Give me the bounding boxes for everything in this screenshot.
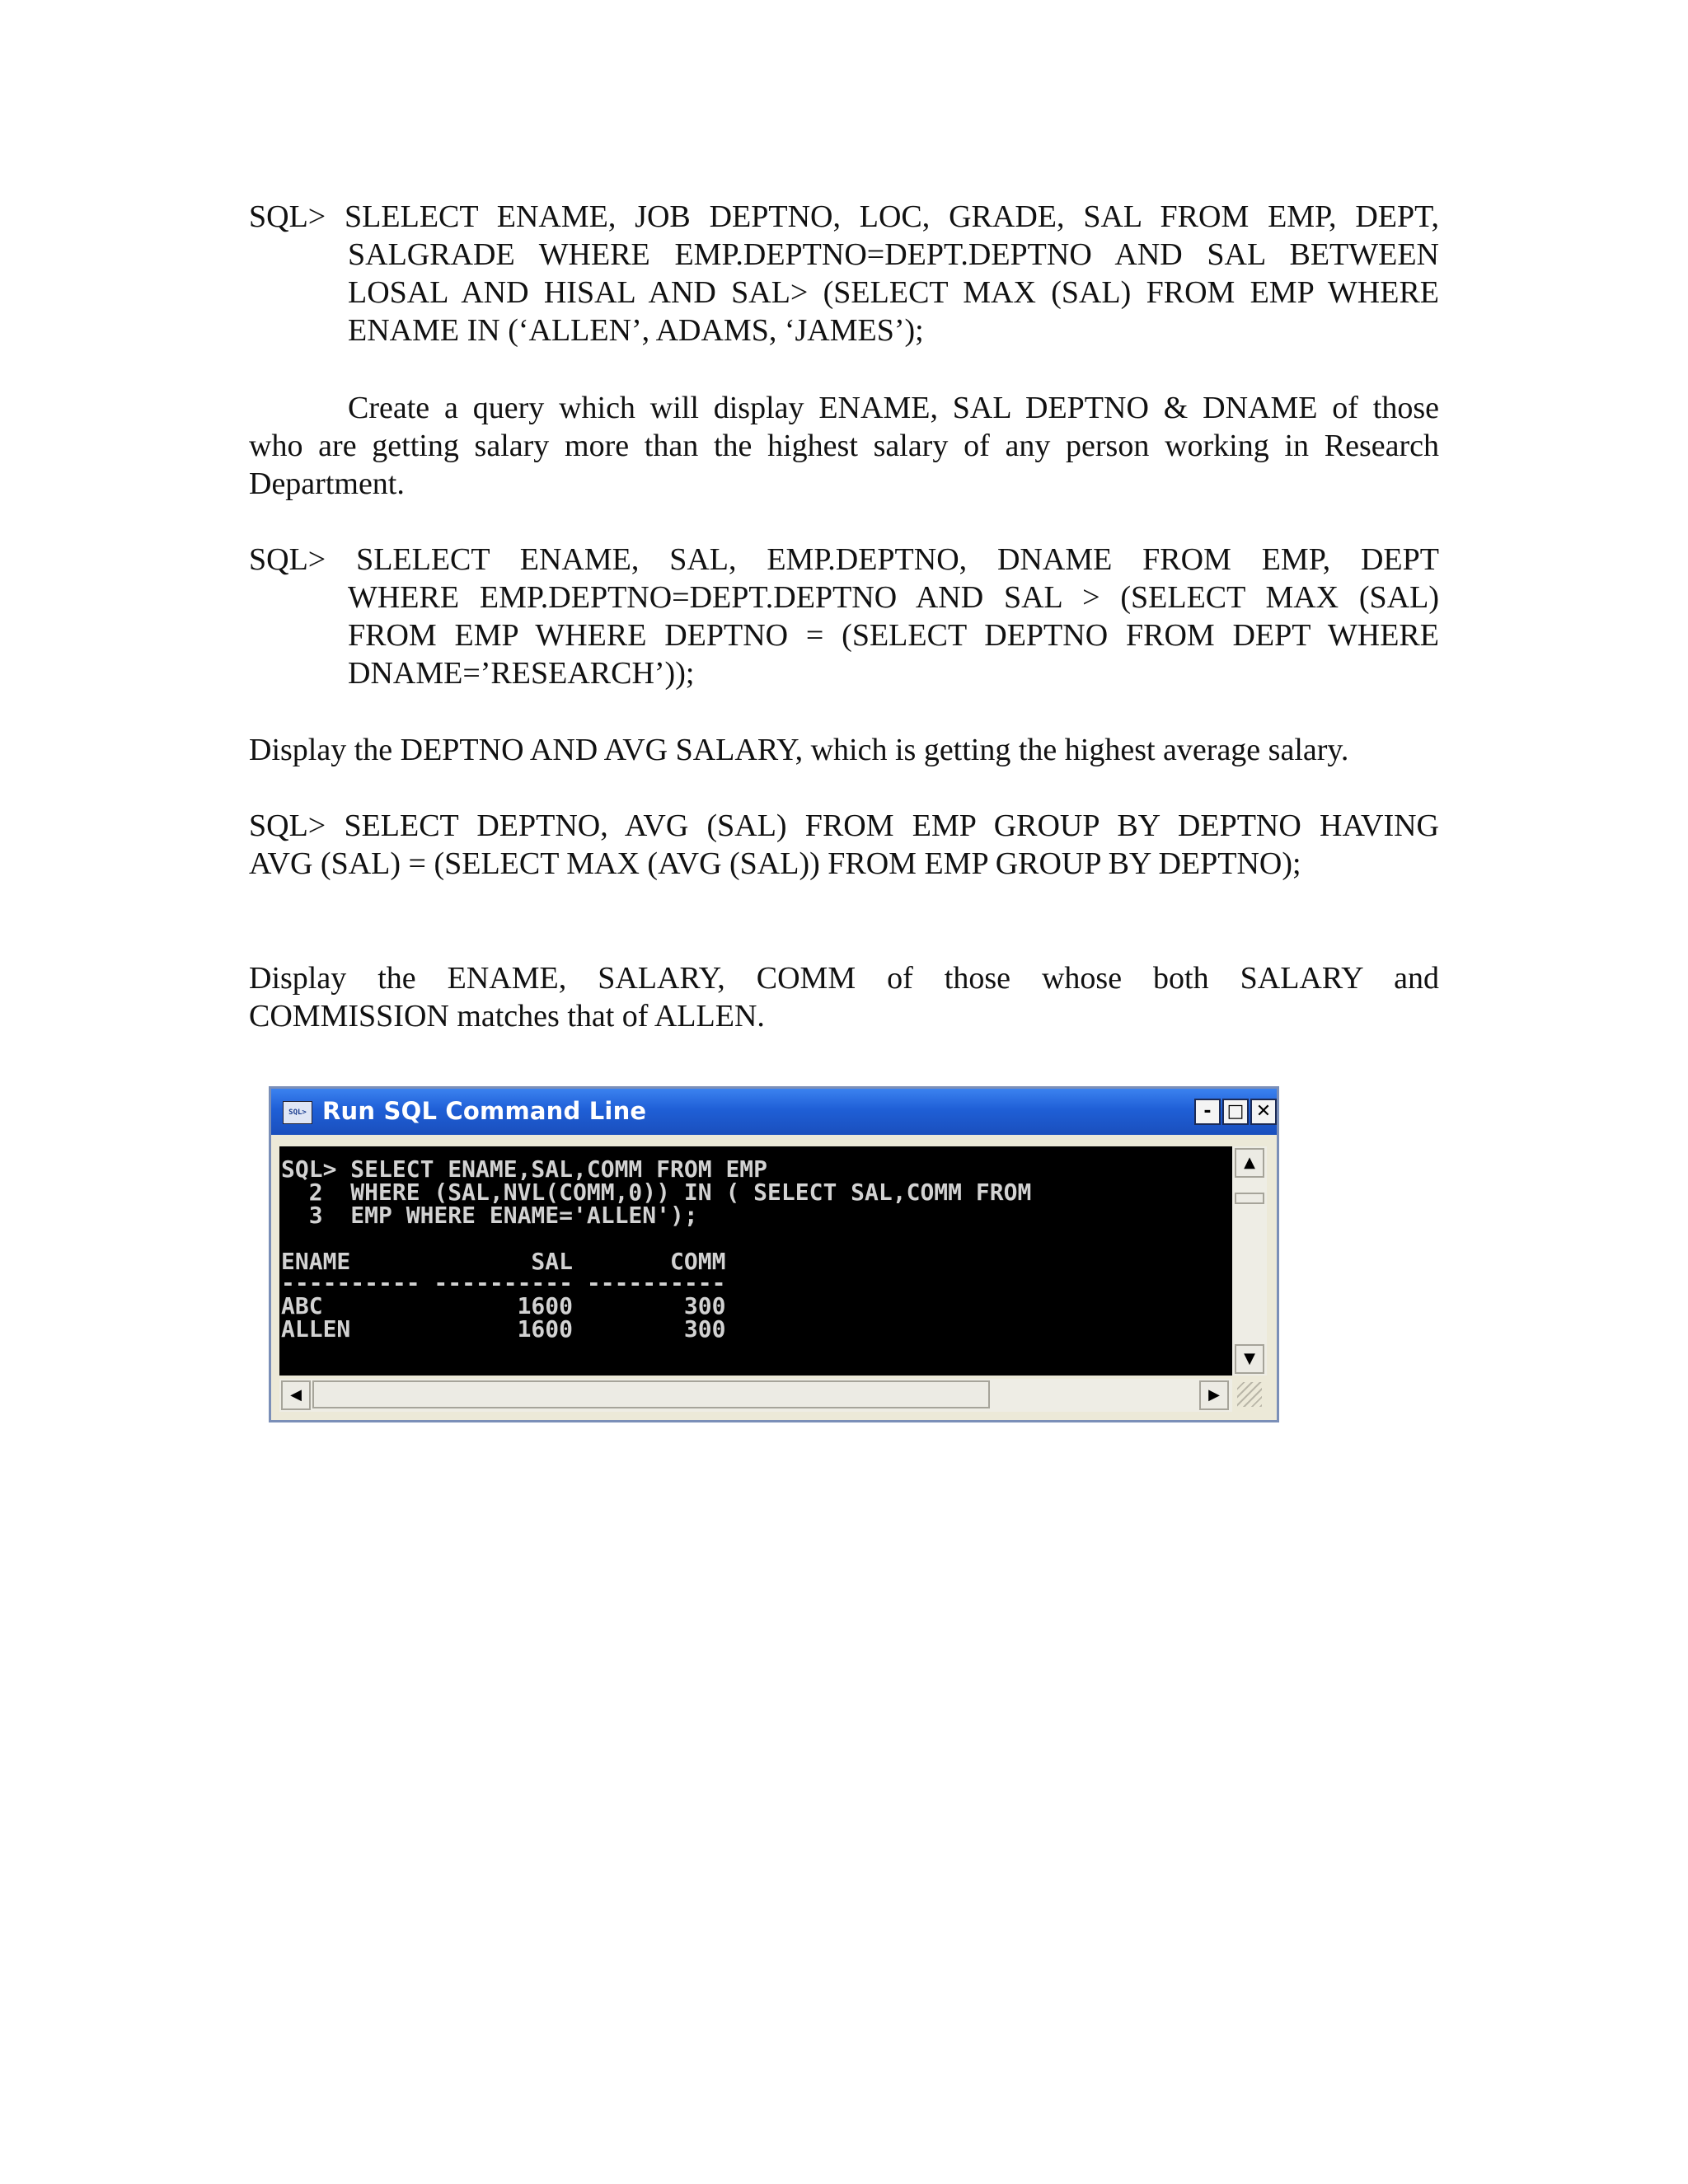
text-line: SQL> SELECT DEPTNO, AVG (SAL) FROM EMP GROUP BY DEPTNO HAVING <box>249 808 1439 843</box>
close-button[interactable]: ✕ <box>1250 1099 1277 1125</box>
console-line: 3 EMP WHERE ENAME='ALLEN'); <box>281 1202 698 1229</box>
text-line: SQL> SLELECT ENAME, SAL, EMP.DEPTNO, DNAME FROM EMP, DEPT <box>249 542 1439 577</box>
sql-block-2 <box>249 541 1439 692</box>
text-line: Display the ENAME, SALARY, COMM of those whose both SALARY and <box>249 961 1439 996</box>
vertical-scroll-thumb[interactable] <box>1235 1193 1264 1204</box>
console-line: ENAME SAL COMM <box>281 1248 726 1275</box>
text-line: Display the DEPTNO AND AVG SALARY, which is getting the highest average salary. <box>249 733 1349 767</box>
text-line: FROM EMP WHERE DEPTNO = (SELECT DEPTNO FROM DEPT WHERE <box>348 618 1439 653</box>
text-line: ENAME IN (‘ALLEN’, ADAMS, ‘JAMES’); <box>348 313 924 348</box>
horizontal-scroll-thumb[interactable] <box>312 1380 990 1408</box>
text-line: who are getting salary more than the highest salary of any person working in Research <box>249 429 1439 463</box>
text-line: SQL> SLELECT ENAME, JOB DEPTNO, LOC, GRADE, SAL FROM EMP, DEPT, <box>249 199 1439 234</box>
question-2 <box>249 389 1439 503</box>
vertical-scrollbar[interactable] <box>1232 1146 1267 1376</box>
scroll-right-icon[interactable]: ▶ <box>1199 1380 1229 1410</box>
console-line: SQL> SELECT ENAME,SAL,COMM FROM EMP <box>281 1155 768 1183</box>
scroll-up-icon[interactable]: ▲ <box>1235 1148 1264 1178</box>
text-line: WHERE EMP.DEPTNO=DEPT.DEPTNO AND SAL > (SELECT MAX (SAL) <box>348 580 1439 615</box>
console-output[interactable] <box>279 1146 1232 1376</box>
text-line: DNAME=’RESEARCH’)); <box>348 656 695 691</box>
sql-block-3 <box>249 807 1439 883</box>
text-line: COMMISSION matches that of ALLEN. <box>249 999 765 1033</box>
text-line: AVG (SAL) = (SELECT MAX (AVG (SAL)) FROM EMP GROUP BY DEPTNO); <box>249 846 1301 881</box>
horizontal-scrollbar[interactable] <box>279 1379 1232 1412</box>
question-4 <box>249 959 1439 1035</box>
text-line: Create a query which will display ENAME, SAL DEPTNO & DNAME of those <box>348 391 1439 425</box>
question-3 <box>249 731 1439 769</box>
text-line: LOSAL AND HISAL AND SAL> (SELECT MAX (SAL) FROM EMP WHERE <box>348 275 1439 310</box>
text-line: SALGRADE WHERE EMP.DEPTNO=DEPT.DEPTNO AND SAL BETWEEN <box>348 237 1439 272</box>
scroll-down-icon[interactable]: ▼ <box>1235 1344 1264 1374</box>
sql-command-window <box>269 1086 1279 1422</box>
minimize-button[interactable]: - <box>1194 1099 1221 1125</box>
console-line: ALLEN 1600 300 <box>281 1315 726 1343</box>
window-titlebar[interactable] <box>271 1089 1277 1135</box>
console-line: ABC 1600 300 <box>281 1292 726 1319</box>
window-title: Run SQL Command Line <box>322 1097 647 1125</box>
text-line: Department. <box>249 466 405 501</box>
sql-block-1 <box>249 198 1439 349</box>
console-line: 2 WHERE (SAL,NVL(COMM,0)) IN ( SELECT SAL,COMM FROM <box>281 1179 1032 1206</box>
sql-app-icon: SQL> <box>283 1101 312 1124</box>
resize-grip-icon[interactable] <box>1237 1382 1262 1407</box>
scroll-left-icon[interactable]: ◀ <box>281 1380 311 1410</box>
console-line: ---------- ---------- ---------- <box>281 1269 726 1296</box>
maximize-button[interactable]: □ <box>1222 1099 1249 1125</box>
